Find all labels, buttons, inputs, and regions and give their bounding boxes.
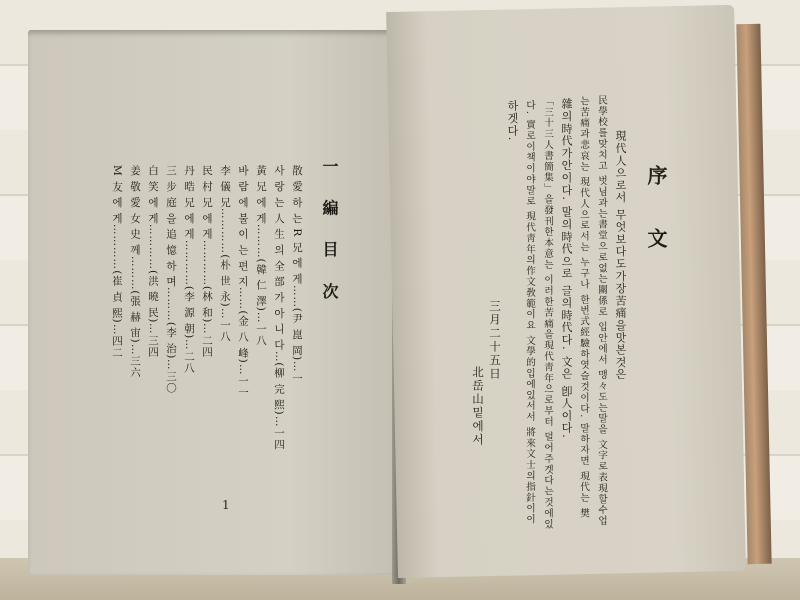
toc-entry-author: (洪 曉 民) [147,270,159,324]
preface-line: 하겟다. [506,100,519,142]
toc-entry-title: 사 랑 는 人 生 의 全 部 가 아 니 다 [273,165,285,351]
toc-entry-title: 散 愛 하 는 R 兄 에 게 [291,165,303,285]
preface-line: 現代人으로서 무엇보다도가장苦痛을맛본것은 [614,130,627,381]
toc-entry-author: (朴 世 永) [219,254,231,308]
toc-entry-page: 一 [291,372,303,385]
toc-title: 一 編 目 次 [320,158,339,309]
preface-line: 다. 實로이책이야말로 現代靑年의作文敎範이요 文學的입에있서서 將來文士의指針이이 [524,100,535,526]
toc-entry-page: 一四 [273,427,285,451]
toc-entry: 白 笑 에 게…………(洪 曉 民)…三四 [147,165,159,358]
toc-entry-author: (崔 貞 熙) [111,270,123,324]
toc-entry: 丹 晧 兄 에 게…………(李 源 朝)…二八 [183,165,195,374]
toc-entry-title: 李 儀 兄 [219,165,231,209]
toc-entry-page: 三四 [147,334,159,358]
toc-entry-title: 丹 晧 兄 에 게 [183,165,195,240]
toc-entry: 사 랑 는 人 生 의 全 部 가 아 니 다…(柳 完 熙)…一四 [273,165,285,451]
preface-line: 「三十三人書簡集」을發刊한本意는 이러한苦痛을現代靑年으로부터 덜어주겟다는것에있 [542,96,553,530]
preface-title: 序 文 [644,165,668,266]
toc-entry: 民 村 兄 에 게…………(林 和)…二四 [201,165,213,358]
toc-entry-title: 民 村 兄 에 게 [201,165,213,240]
preface-line: 는苦痛과悲哀는 現代人으로서는 누구나 한번式經驗하엿슬것이다. 말하자면 現代는 樊 [578,96,589,519]
toc-entry-author: (尹 崑 岡) [291,307,303,362]
toc-entry-title: 三 步 庭 을 追 憶 하 며 [165,165,177,288]
toc-entry: 李 儀 兄…………(朴 世 永)…一八 [219,165,231,343]
toc-entry: 黃 兄 에 게………(韓 仁 澤)…一八 [255,165,267,347]
toc-entry-page: 二八 [183,350,195,374]
toc-entry-title: 黃 兄 에 게 [255,165,267,225]
toc-entry-page: 三〇 [165,370,177,394]
toc-entry-title: 姜 敬 愛 女 史 께 [129,165,141,256]
preface-place: 北岳山밑에서 [471,366,485,447]
toc-entry-title: 白 笑 에 게 [147,165,159,225]
page-number: 1 [222,498,230,512]
toc-entry-title: 바 람 에 불 이 는 편 지 [237,165,249,288]
toc-entry-title: M 友 에 게 [111,165,123,225]
toc-entry-author: (張 赫 宙) [129,290,141,344]
toc-entry-page: 三六 [129,355,141,379]
toc-entry: M 友 에 게…………(崔 貞 熙)…四二 [111,165,123,359]
toc-entry-author: (李 治) [165,321,177,360]
preface-date: 三月二十五日 [488,300,502,381]
toc-entry: 바 람 에 불 이 는 편 지……(金 八 峰)…一一 [237,165,249,399]
toc-entry-author: (金 八 峰) [237,310,249,364]
preface-line: 雜의時代가안이다. 말의時代으로 글의時代다. 文은 卽人이다. [560,98,573,440]
toc-entry-author: (柳 完 熙) [273,362,285,416]
toc-entry-page: 一一 [237,375,249,399]
toc-entry-author: (李 源 朝) [183,285,195,340]
toc-entry-page: 二四 [201,334,213,358]
toc-entry-page: 一八 [255,323,267,347]
toc-entry: 三 步 庭 을 追 憶 하 며………(李 治)…三〇 [165,165,177,394]
toc-entry-page: 一八 [219,319,231,343]
toc-entry-author: (林 和) [201,285,213,324]
toc-entry-page: 四二 [111,335,123,359]
toc-entry-author: (韓 仁 澤) [255,258,267,312]
preface-line: 民學校를맞치고 벗님과는書堂으로없는關係로 입안에서 맹々도는말을 文字로表現할수업 [596,95,607,527]
toc-entry: 姜 敬 愛 女 史 께………(張 赫 宙)…三六 [129,165,141,379]
toc-entry: 散 愛 하 는 R 兄 에 게……(尹 崑 岡)…一 [291,165,303,385]
